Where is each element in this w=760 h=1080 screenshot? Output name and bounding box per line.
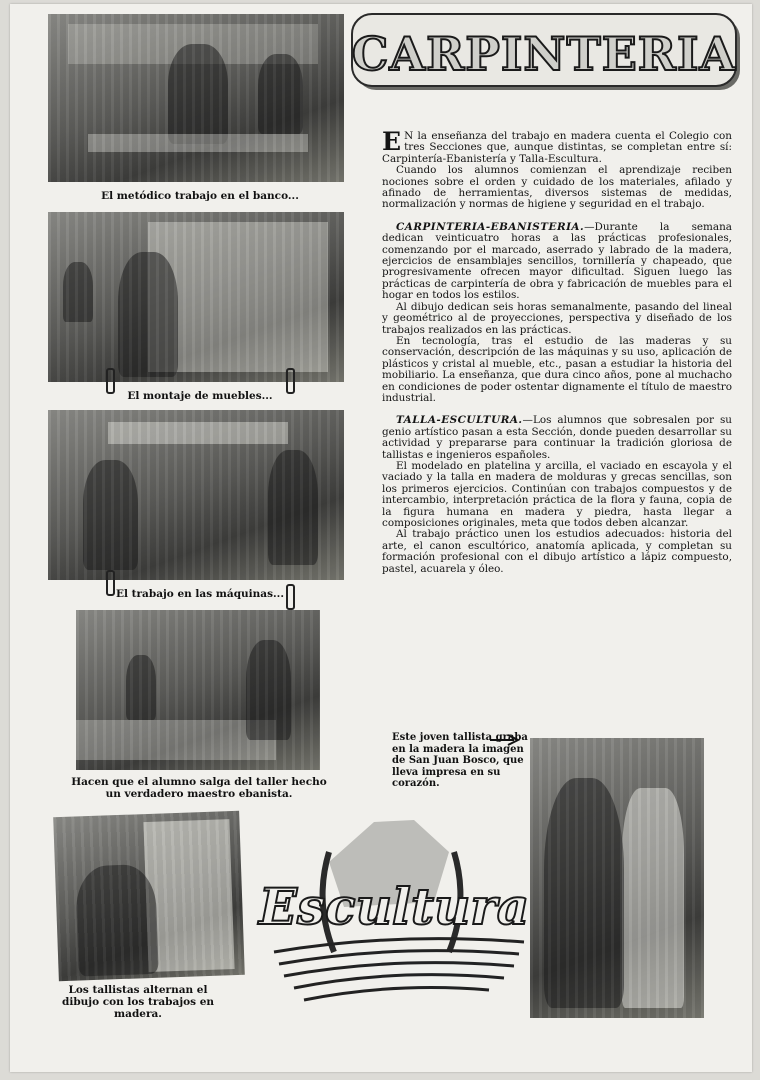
article-text: N la enseñanza del trabajo en madera cuenta el Colegio con tres Secciones que, aunque distintas, se completan entre sí: Carpintería-Ebanistería y Talla-Escultura.: [382, 130, 732, 165]
magazine-page: [10, 4, 752, 1072]
photo-figure: [246, 640, 291, 740]
photo-bench: [88, 134, 308, 152]
escultura-logo: [234, 792, 544, 1012]
article-paragraph: En tecnología, tras el estudio de las maderas y su conservación, descripción de las máquinas y su uso, aplicación de plásticos y cristal al mueble, etc., pasan a estudiar la historia del mobiliario. La enseñanza, que dura cinco años, pone al muchacho en condiciones de poder ostentar dignamente el título de maestro industrial.: [382, 334, 732, 404]
caption-joven-text: Este joven tallista graba en la madera la imagen de San Juan Bosco, que lleva impresa en su corazón.: [392, 732, 528, 790]
photo-carvers-drawing: [53, 811, 245, 981]
caption-banco: El metódico trabajo en el banco...: [101, 190, 299, 202]
logo-scribbles: [274, 939, 524, 1000]
carpinteria-title-banner: [350, 8, 742, 96]
caption-maestro: Hacen que el alumno salga del taller hecho un verdadero maestro ebanista.: [71, 776, 327, 800]
section-heading-ebanisteria: CARPINTERIA-EBANISTERIA.: [396, 220, 585, 233]
article-paragraph: El modelado en platelina y arcilla, el vaciado en escayola y el vaciado y la talla en madera de molduras y grecas sencillas, son los primeros ejercicios. Continúan con trabajos compuestos y de intercambio, interpretación práctica de la flora y fauna, copia de la figura humana en madera y piedra, hasta llegar a composiciones originales, meta que todos deben alcanzar.: [382, 459, 732, 529]
photo-figure: [83, 460, 138, 570]
clip-icon: [106, 570, 115, 596]
section-heading-talla: TALLA-ESCULTURA.: [396, 414, 523, 427]
article-paragraph: Al trabajo práctico unen los estudios adecuados: historia del arte, el canon escultórico, anatomía aplicada, y completan su formación profesional con el dibujo artístico a lápiz compuesto, pastel, acuarela y óleo.: [382, 528, 732, 575]
photo-sculptor: [530, 738, 704, 1018]
page-title: CARPINTERIA: [351, 27, 737, 81]
photo-shavings: [76, 720, 276, 760]
clip-icon: [286, 584, 295, 610]
photo-press: [108, 422, 288, 444]
photo-figure: [126, 655, 156, 720]
photo-window-light: [68, 24, 318, 64]
photo-drawing-board: [143, 819, 234, 972]
photo-machines: [48, 410, 344, 580]
photo-workshop: [76, 610, 320, 770]
photo-figure: [168, 44, 228, 144]
clip-icon: [106, 368, 115, 394]
escultura-logo-text: Escultura: [258, 877, 530, 936]
photo-statue: [622, 788, 684, 1008]
photo-furniture-assembly: [48, 212, 344, 382]
photo-figure: [63, 262, 93, 322]
photo-workbench: [48, 14, 344, 182]
photo-figure: [544, 778, 624, 1008]
caption-muebles: El montaje de muebles...: [127, 390, 273, 402]
photo-figure: [268, 450, 318, 565]
photo-cabinet: [148, 222, 328, 372]
article-body: [382, 127, 732, 575]
caption-tallistas: Los tallistas alternan el dibujo con los trabajos en madera.: [61, 984, 215, 1020]
article-paragraph: [382, 222, 732, 302]
article-paragraph: Cuando los alumnos comienzan el aprendizaje reciben nociones sobre el orden y cuidado de los materiales, afilado y afinado de herramientas, diversos sistemas de medidas, normalización y normas de higiene y seguridad en el trabajo.: [382, 164, 732, 211]
photo-figure: [118, 252, 178, 377]
article-paragraph: Al dibujo dedican seis horas semanalmente, pasando del lineal y geométrico al de proyecciones, perspectiva y diseñado de los trabajos realizados en las prácticas.: [382, 300, 732, 336]
clip-icon: [286, 368, 295, 394]
article-text: —Durante la semana dedican veinticuatro horas a las prácticas profesionales, comenzando por el marcado, aserrado y labrado de la madera, ejercicios de ensamblajes sencillos, tornillería y chapeado, que progresivamente ofrecen mayor dificultad. Siguen luego las prácticas de carpintería de obra y fabricación de muebles para el hogar en todos los estilos.: [382, 220, 732, 302]
photo-figure: [75, 864, 159, 977]
caption-maquinas: El trabajo en las máquinas...: [116, 588, 284, 600]
photo-figure: [258, 54, 303, 134]
arrow-right-icon: [488, 734, 522, 746]
article-text: —Los alumnos que sobresalen por su genio artístico pasan a esta Sección, donde pueden desarrollar su actividad y prepararse para continuar la tradición gloriosa de tallistas e ingenieros españoles.: [382, 414, 732, 461]
article-paragraph: [382, 415, 732, 461]
drop-cap: E: [382, 127, 402, 156]
article-paragraph: [382, 127, 732, 165]
